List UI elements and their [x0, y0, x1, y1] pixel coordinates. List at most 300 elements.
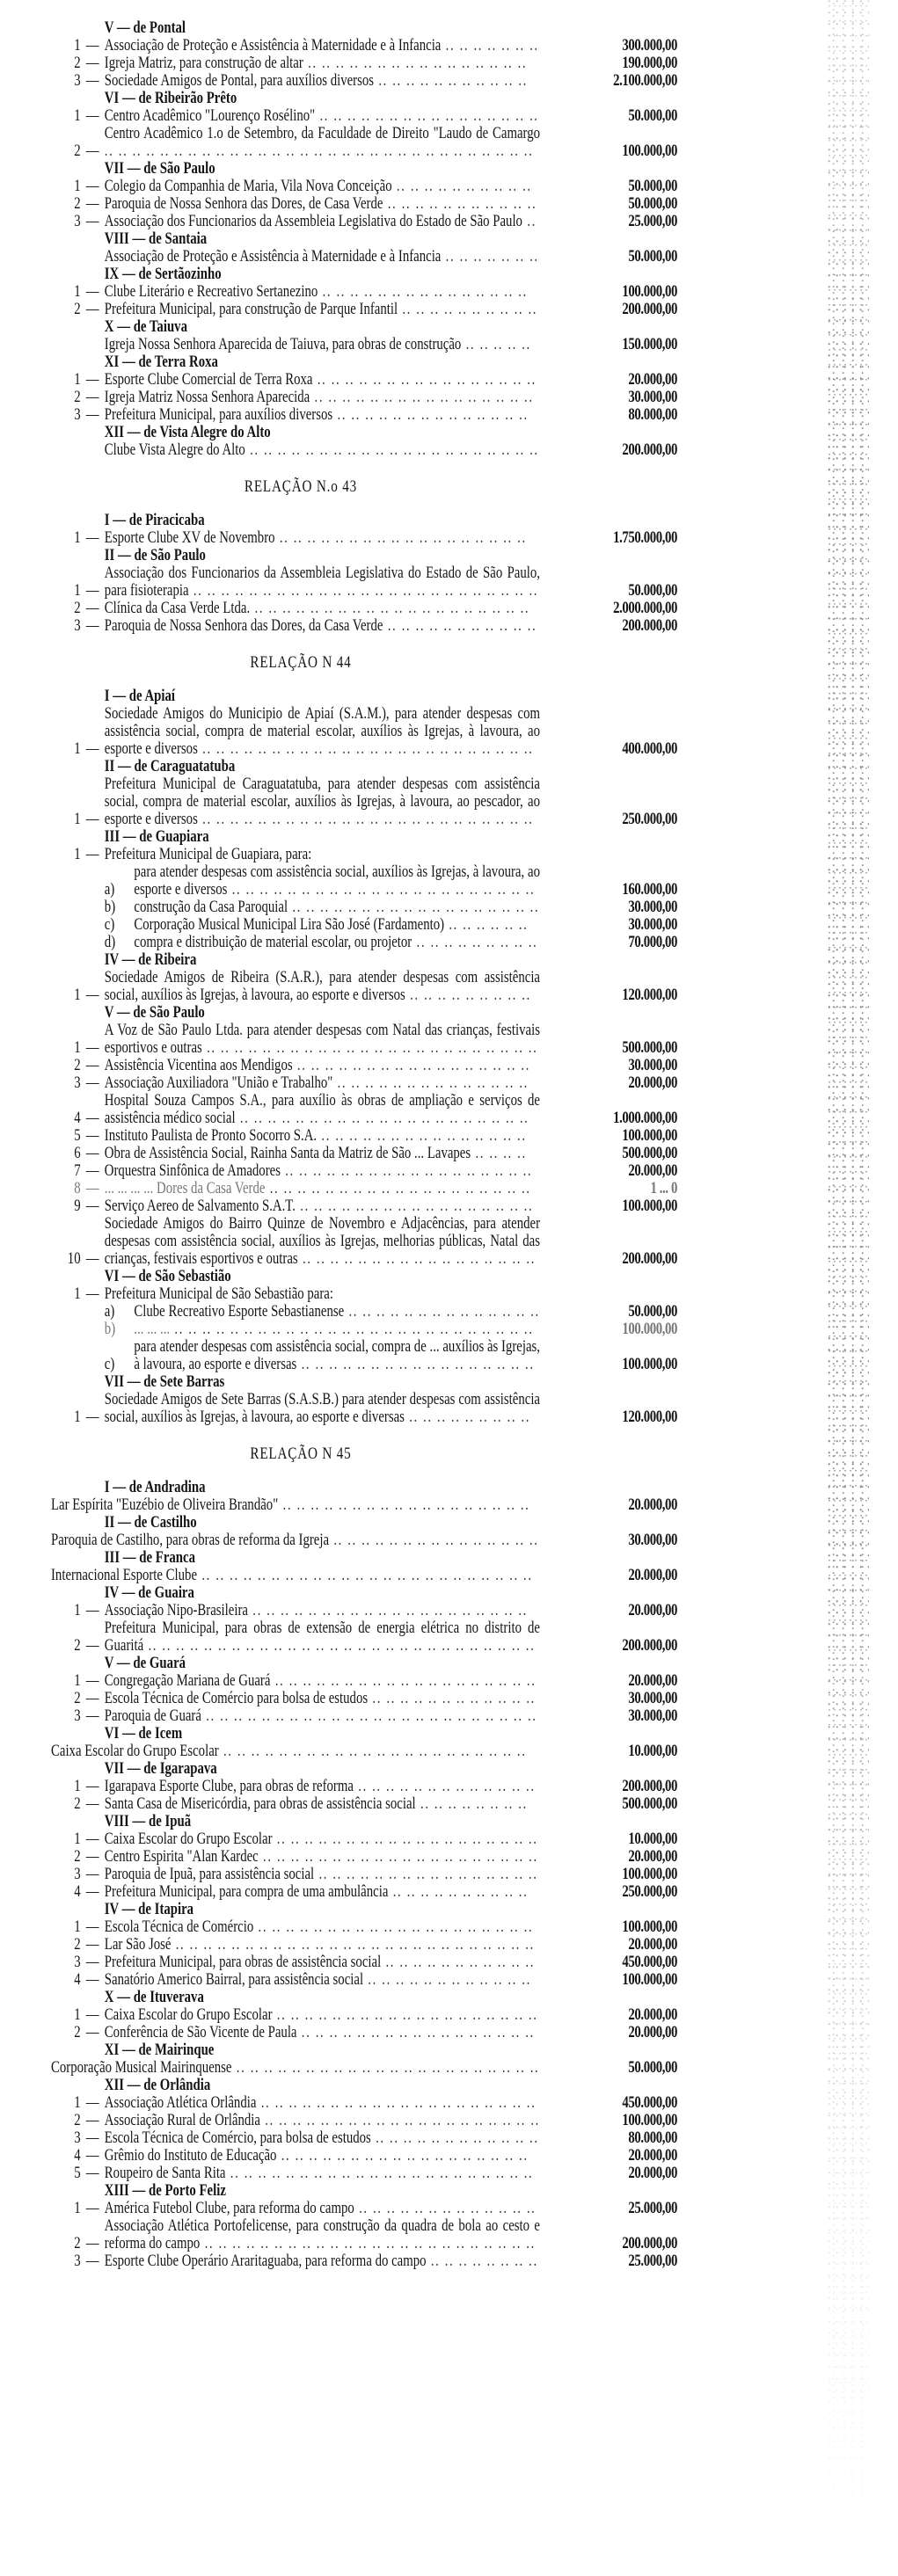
item-amount: 400.000,00 [622, 740, 677, 758]
item-dash: — [85, 2006, 99, 2024]
dot-leader: .. .. .. .. .. .. .. [441, 248, 539, 266]
item-amount: 70.000,00 [628, 934, 677, 951]
dot-leader: .. .. .. .. .. .. .. .. [426, 2252, 538, 2270]
dot-leader: .. .. .. .. .. .. .. .. .. .. .. .. .. .. .. .. .. .. [274, 529, 527, 547]
item-description: Corporação Musical Mairinquense .. .. .. .. .. .. .. .. .. .. .. .. .. .. .. .. .. .. .. .. .. .. [51, 2059, 540, 2077]
item-amount: 1.000.000,00 [613, 1110, 677, 1127]
allocation-row [51, 178, 677, 195]
item-amount: 50.000,00 [628, 195, 677, 213]
item-dash: — [85, 1672, 99, 1690]
item-number: 1 [74, 1039, 81, 1057]
allocation-row [51, 2112, 677, 2129]
section-heading [51, 828, 677, 846]
item-dash: — [85, 406, 99, 424]
item-description: Internacional Esporte Clube .. .. .. .. .. .. .. .. .. .. .. .. .. .. .. .. .. .. .. .. .. .. .. .. [51, 1567, 533, 1584]
item-amount: 200.000,00 [622, 1250, 677, 1268]
item-amount: 120.000,00 [622, 986, 677, 1004]
item-number: 1 [74, 2094, 81, 2112]
item-number: 2 [74, 301, 81, 318]
allocation-row [51, 55, 677, 72]
item-number: 2 [74, 1690, 81, 1707]
item-description: Paroquia de Nossa Senhora das Dores, de Casa Verde .. .. .. .. .. .. .. .. .. .. .. [104, 195, 537, 213]
allocation-row [51, 934, 677, 951]
item-number: 3 [74, 2252, 81, 2270]
item-amount: 20.000,00 [628, 1672, 677, 1690]
dot-leader: .. .. .. .. .. .. .. .. .. .. .. .. .. .. .. .. .. [295, 1197, 534, 1215]
item-description: Grêmio do Instituto de Educação .. .. .. .. .. .. .. .. .. .. .. .. .. .. .. .. .. .. [104, 2147, 529, 2165]
section-heading [51, 1725, 677, 1743]
item-number: 2 [74, 1057, 81, 1074]
allocation-row [51, 617, 677, 635]
item-amount: 30.000,00 [628, 1532, 677, 1549]
item-dash: — [85, 1707, 99, 1725]
item-letter: a) [104, 881, 115, 899]
section-heading-text: II — de São Paulo [104, 547, 206, 564]
dot-leader: .. .. .. .. .. .. .. .. .. [404, 1408, 531, 1426]
dot-leader: .. .. .. .. .. .. .. .. .. .. .. .. .. .. .. .. .. .. .. .. .. .. .. .. [201, 1707, 537, 1725]
item-amount: 100.000,00 [622, 1356, 677, 1373]
item-description: Sociedade Amigos do Bairro Quinze de Novembro e Adjacências, para atender despesas com assistência social, auxílios às Igrejas, melhorias públicas, Natal das crianças, festivais esportivos e outras .. .. .. .. .. .. .. .. .. .. .. .. .. .. .. .. .. [104, 1215, 541, 1268]
item-description: Associação Auxiliadora "União e Trabalho" .. .. .. .. .. .. .. .. .. .. .. .. .. .. [104, 1074, 529, 1092]
item-dash: — [85, 283, 99, 301]
item-amount: 20.000,00 [628, 1602, 677, 1619]
allocation-row [51, 1303, 677, 1321]
item-amount: 20.000,00 [628, 1496, 677, 1514]
item-dash: — [85, 1180, 99, 1197]
item-amount: 20.000,00 [628, 1936, 677, 1954]
item-dash: — [85, 1866, 99, 1883]
item-dash: — [85, 195, 99, 213]
item-amount: 80.000,00 [628, 406, 677, 424]
section-heading [51, 1813, 677, 1830]
item-amount: 10.000,00 [628, 1830, 677, 1848]
allocation-row [51, 2024, 677, 2041]
dot-leader: .. .. .. .. .. .. .. .. .. .. .. .. .. .. .. .. .. .. .. .. .. .. [227, 881, 536, 899]
section-heading [51, 1989, 677, 2006]
item-number: 1 [74, 1778, 81, 1795]
item-description: Clube Vista Alegre do Alto .. .. .. .. .. .. .. .. .. .. .. .. .. .. .. .. .. .. .. .. .. [104, 441, 539, 459]
item-description: Lar Espírita "Euzébio de Oliveira Brandão" .. .. .. .. .. .. .. .. .. .. .. .. .. .. .. .. .. .. [51, 1496, 530, 1514]
section-heading [51, 547, 677, 564]
item-amount: 500.000,00 [622, 1145, 677, 1162]
section-heading [51, 512, 677, 529]
dot-leader: .. .. .. .. .. .. .. .. .. .. .. [374, 72, 528, 90]
item-amount: 30.000,00 [628, 1690, 677, 1707]
item-description: Sociedade Amigos do Municipio de Apiaí (S.A.M.), para atender despesas com assistência social, compra de material escolar, auxílios às Igrejas, à lavoura, ao esporte e diversos .. .. .. .. .. .. .. .. .. .. .. .. .. .. .. .. .. .. .. .. .. .. .. .. [104, 705, 541, 758]
allocation-row [51, 600, 677, 617]
item-number: 10 [67, 1250, 81, 1268]
section-heading-text: XIII — de Porto Feliz [104, 2182, 226, 2200]
allocation-row [51, 389, 677, 406]
allocation-row [51, 1215, 677, 1268]
item-number: 4 [74, 1110, 81, 1127]
section-heading-text: IV — de Itapira [104, 1901, 194, 1918]
item-description: construção da Casa Paroquial .. .. .. .. .. .. .. .. .. .. .. .. .. .. .. .. .. .. [134, 899, 540, 916]
item-description: Corporação Musical Municipal Lira São José (Fardamento) .. .. .. .. .. .. [134, 916, 529, 934]
item-description: Associação Atlética Portofelicense, para construção da quadra de bola ao cesto e reforma do campo .. .. .. .. .. .. .. .. .. .. .. .. .. .. .. .. .. .. .. .. .. .. .. .. [104, 2217, 541, 2252]
item-amount: 120.000,00 [622, 1408, 677, 1426]
allocation-row [51, 213, 677, 230]
item-dash: — [85, 1971, 99, 1989]
item-number: 1 [74, 107, 81, 125]
item-number: 1 [74, 1918, 81, 1936]
item-number: 1 [74, 582, 81, 600]
item-description: Assistência Vicentina aos Mendigos .. .. .. .. .. .. .. .. .. .. .. .. .. .. .. .. .. [104, 1057, 530, 1074]
dot-leader: .. .. .. .. .. .. .. .. .. .. .. .. [368, 1690, 536, 1707]
allocation-row [51, 336, 677, 353]
item-amount: 200.000,00 [622, 617, 677, 635]
section-heading [51, 1373, 677, 1391]
allocation-row [51, 1022, 677, 1057]
dot-leader: .. .. .. .. .. .. .. .. .. .. .. .. .. .. .. .. .. .. .. .. .. .. [218, 1743, 527, 1760]
allocation-row [51, 1918, 677, 1936]
item-description: Esporte Clube Operário Araritaguaba, para reforma do campo .. .. .. .. .. .. .. .. [104, 2252, 538, 2270]
item-dash: — [85, 1795, 99, 1813]
item-dash: — [85, 1954, 99, 1971]
item-amount: 30.000,00 [628, 916, 677, 934]
relation-heading-text: RELAÇÃO N 45 [250, 1444, 352, 1463]
item-dash: — [85, 1848, 99, 1866]
item-dash: — [85, 1197, 99, 1215]
section-heading-text: I — de Andradina [104, 1479, 206, 1496]
dot-leader: .. .. .. .. .. .. .. .. .. .. .. .. .. .. .. .. .. .. .. .. .. [235, 1110, 529, 1127]
item-amount: 30.000,00 [628, 1057, 677, 1074]
allocation-row [51, 1866, 677, 1883]
item-number: 4 [74, 1883, 81, 1901]
dot-leader: .. .. .. .. .. .. .. .. .. .. .. [381, 1954, 536, 1971]
item-dash: — [85, 389, 99, 406]
section-heading-text: I — de Piracicaba [104, 512, 205, 529]
allocation-row [51, 441, 677, 459]
item-dash: — [85, 1039, 99, 1057]
item-amount: 20.000,00 [628, 371, 677, 389]
item-number: 8 [74, 1180, 81, 1197]
dot-leader: .. .. .. .. .. .. .. .. .. .. .. .. .. .. .. .. .. .. .. .. [250, 600, 530, 617]
item-description: Igarapava Esporte Clube, para obras de reforma .. .. .. .. .. .. .. .. .. .. .. .. .. [104, 1778, 536, 1795]
item-number: 1 [74, 1672, 81, 1690]
item-number: 3 [74, 213, 81, 230]
item-amount: 20.000,00 [628, 1074, 677, 1092]
item-dash: — [85, 846, 99, 863]
section-heading [51, 2077, 677, 2094]
item-amount: 200.000,00 [622, 1778, 677, 1795]
item-dash: — [85, 582, 99, 600]
section-heading [51, 353, 677, 371]
dot-leader: .. .. .. .. .. .. .. .. .. [412, 934, 538, 951]
item-description: Sociedade Amigos de Pontal, para auxílios diversos .. .. .. .. .. .. .. .. .. .. .. [104, 72, 528, 90]
allocation-row [51, 529, 677, 547]
section-heading [51, 1760, 677, 1778]
item-description: Esporte Clube Comercial de Terra Roxa .. .. .. .. .. .. .. .. .. .. .. .. .. .. .. .. [104, 371, 537, 389]
item-number: 2 [74, 195, 81, 213]
item-description: Centro Acadêmico 1.o de Setembro, da Faculdade de Direito "Laudo de Camargo .. .. .. .. .. .. .. .. .. .. .. .. .. .. .. .. .. .. .. .. .. .. .. .. .. .. .. .. .. .. .. [104, 125, 541, 160]
section-heading [51, 758, 677, 775]
dot-leader: .. .. .. .. .. [461, 336, 531, 353]
allocation-row [51, 1707, 677, 1725]
item-dash: — [85, 1602, 99, 1619]
item-description: Igreja Matriz Nossa Senhora Aparecida .. .. .. .. .. .. .. .. .. .. .. .. .. .. .. .. [104, 389, 534, 406]
item-number: 1 [74, 283, 81, 301]
item-number: 1 [74, 1602, 81, 1619]
section-heading [51, 2182, 677, 2200]
item-description: Prefeitura Municipal, para obras de extensão de energia elétrica no distrito de Guaritá .. .. .. .. .. .. .. .. .. .. .. .. .. .. .. .. .. .. .. .. .. .. .. .. .. .. .. .. [104, 1619, 541, 1655]
item-description: Prefeitura Municipal de Caraguatatuba, para atender despesas com assistência social, compra de material escolar, auxílios às Igrejas, à lavoura, ao pescador, ao esporte e diversos .. .. .. .. .. .. .. .. .. .. .. .. .. .. .. .. .. .. .. .. .. .. .. .. [104, 775, 541, 828]
item-dash: — [85, 1057, 99, 1074]
allocation-row [51, 2094, 677, 2112]
section-heading-text: III — de Guapiara [104, 828, 209, 846]
item-amount: 190.000,00 [622, 55, 677, 72]
relation-heading [51, 478, 677, 496]
item-amount: 50.000,00 [628, 248, 677, 266]
allocation-row [51, 1145, 677, 1162]
section-heading-text: VII — de Sete Barras [104, 1373, 225, 1391]
item-dash: — [85, 178, 99, 195]
item-number: 5 [74, 2165, 81, 2182]
item-description: para atender despesas com assistência social, compra de ... auxílios às Igrejas, à lavoura, ao esporte e diversas .. .. .. .. .. .. .. .. .. .. .. .. .. .. .. .. .. [134, 1338, 540, 1373]
item-description: América Futebol Clube, para reforma do campo .. .. .. .. .. .. .. .. .. .. .. .. .. [104, 2200, 537, 2217]
section-heading-text: XII — de Vista Alegre do Alto [104, 424, 271, 441]
item-dash: — [85, 55, 99, 72]
item-number: 9 [74, 1197, 81, 1215]
item-number: 2 [74, 1848, 81, 1866]
item-description: Prefeitura Municipal, para compra de uma ambulância .. .. .. .. .. .. .. .. .. .. [104, 1883, 529, 1901]
allocation-row [51, 2217, 677, 2252]
relation-heading [51, 1445, 677, 1463]
section-heading [51, 1549, 677, 1567]
relation-heading-text: RELAÇÃO N 44 [250, 653, 352, 672]
item-description: Paroquia de Nossa Senhora das Dores, da Casa Verde .. .. .. .. .. .. .. .. .. .. .. [104, 617, 537, 635]
dot-leader: .. .. .. .. .. .. .. .. .. .. .. .. .. .. .. .. .. [296, 2024, 535, 2041]
scanned-page-edge [827, 0, 869, 2576]
allocation-row [51, 2252, 677, 2270]
item-description: A Voz de São Paulo Ltda. para atender despesas com Natal das crianças, festivais esportivos e outras .. .. .. .. .. .. .. .. .. .. .. .. .. .. .. .. .. .. .. .. .. .. .. .. [104, 1022, 541, 1057]
allocation-row [51, 1338, 677, 1373]
section-heading [51, 1479, 677, 1496]
section-heading [51, 688, 677, 705]
item-dash: — [85, 37, 99, 55]
item-amount: 100.000,00 [622, 1197, 677, 1215]
item-dash: — [85, 617, 99, 635]
allocation-row [51, 1619, 677, 1655]
allocation-row [51, 1954, 677, 1971]
dot-leader: .. .. .. .. .. .. .. .. .. .. .. .. .. .. .. [318, 283, 528, 301]
item-amount: 200.000,00 [622, 441, 677, 459]
item-description: Lar São José .. .. .. .. .. .. .. .. .. .. .. .. .. .. .. .. .. .. .. .. .. .. .. .. .. .. [104, 1936, 535, 1954]
item-dash: — [85, 1936, 99, 1954]
dot-leader: .. .. .. .. .. .. .. [441, 37, 539, 55]
dot-leader: .. .. .. .. .. .. .. .. [415, 1795, 528, 1813]
item-dash: — [85, 2235, 99, 2252]
item-number: 2 [74, 2235, 81, 2252]
dot-leader: .. .. .. .. .. .. .. .. .. .. .. .. .. .. .. .. .. .. .. .. .. .. .. .. [200, 2235, 536, 2252]
item-amount: 20.000,00 [628, 2024, 677, 2041]
section-heading [51, 266, 677, 283]
dot-leader: .. .. .. .. .. .. .. .. .. .. .. .. .. .. .. .. .. .. .. .. .. .. [225, 2165, 534, 2182]
section-heading [51, 1655, 677, 1672]
item-amount: 200.000,00 [622, 2235, 677, 2252]
allocation-row [51, 846, 677, 863]
item-letter: a) [104, 1303, 115, 1321]
item-letter: b) [104, 899, 116, 916]
item-dash: — [85, 2252, 99, 2270]
item-amount: 50.000,00 [628, 2059, 677, 2077]
item-description: Sanatório Americo Bairral, para assistência social .. .. .. .. .. .. .. .. .. .. .. .. [104, 1971, 531, 1989]
section-heading-text: VII — de São Paulo [104, 160, 215, 178]
dot-leader: .. .. .. .. .. .. .. .. .. .. .. .. .. .. .. .. .. .. .. [272, 2006, 538, 2024]
allocation-row [51, 564, 677, 600]
item-dash: — [85, 2112, 99, 2129]
item-number: 1 [74, 529, 81, 547]
item-amount: 2.000.000,00 [613, 600, 677, 617]
allocation-row [51, 1057, 677, 1074]
dot-leader: .. .. .. .. .. .. .. .. .. .. .. [383, 617, 537, 635]
section-heading-text: VIII — de Santaia [104, 230, 208, 248]
item-number: 3 [74, 1707, 81, 1725]
item-description: para atender despesas com assistência social, auxílios às Igrejas, à lavoura, ao esporte e diversos .. .. .. .. .. .. .. .. .. .. .. .. .. .. .. .. .. .. .. .. .. .. [134, 863, 540, 899]
item-amount: 100.000,00 [622, 1866, 677, 1883]
item-dash: — [85, 2147, 99, 2165]
item-number: 1 [74, 1830, 81, 1848]
item-amount: 300.000,00 [622, 37, 677, 55]
item-dash: — [85, 1145, 99, 1162]
item-description: Associação de Proteção e Assistência à Maternidade e à Infancia .. .. .. .. .. .. .. [104, 37, 539, 55]
item-description: Orquestra Sinfônica de Amadores .. .. .. .. .. .. .. .. .. .. .. .. .. .. .. .. .. .. [104, 1162, 533, 1180]
item-number: 1 [74, 178, 81, 195]
dot-leader: .. .. .. .. .. .. .. .. .. .. [391, 178, 532, 195]
item-dash: — [85, 72, 99, 90]
dot-leader: .. .. .. .. .. .. .. .. .. .. .. .. .. .. .. .. .. [296, 1356, 535, 1373]
section-heading [51, 160, 677, 178]
item-number: 1 [74, 986, 81, 1004]
item-amount: 1 ... 0 [650, 1180, 677, 1197]
dot-leader: .. .. .. .. .. .. .. .. .. .. .. .. .. .. .. .. .. .. .. .. [253, 1918, 534, 1936]
section-heading [51, 318, 677, 336]
item-description: Escola Técnica de Comércio, para bolsa de estudos .. .. .. .. .. .. .. .. .. .. .. .. [104, 2129, 539, 2147]
allocation-row [51, 2200, 677, 2217]
allocation-row [51, 775, 677, 828]
item-amount: 10.000,00 [628, 1743, 677, 1760]
dot-leader: .. .. .. .. .. .. .. .. .. .. .. .. [363, 1971, 531, 1989]
section-heading-text: IV — de Guaira [104, 1584, 194, 1602]
item-description: Esporte Clube XV de Novembro .. .. .. .. .. .. .. .. .. .. .. .. .. .. .. .. .. .. [104, 529, 527, 547]
dot-leader: .. .. .. .. .. .. .. .. .. .. .. .. .. .. .. .. [303, 55, 528, 72]
dot-leader: .. [522, 213, 537, 230]
dot-leader: .. .. .. .. .. .. .. .. .. .. .. .. .. .. .. .. .. .. .. .. .. .. .. .. .. [188, 582, 539, 600]
item-description: Igreja Nossa Senhora Aparecida de Taiuva, para obras de construção .. .. .. .. .. [104, 336, 531, 353]
item-description: Associação de Proteção e Assistência à Maternidade e à Infancia .. .. .. .. .. .. .. [104, 248, 539, 266]
allocation-row [51, 2059, 677, 2077]
allocation-row [51, 1180, 677, 1197]
section-heading-text: III — de Franca [104, 1549, 195, 1567]
section-heading-text: I — de Apiaí [104, 688, 175, 705]
item-description: Clube Literário e Recreativo Sertanezino .. .. .. .. .. .. .. .. .. .. .. .. .. .. .. [104, 283, 528, 301]
item-description: Congregação Mariana de Guará .. .. .. .. .. .. .. .. .. .. .. .. .. .. .. .. .. .. .. [104, 1672, 537, 1690]
dot-leader: .. .. .. .. .. .. .. .. .. .. .. .. .. .. [332, 406, 529, 424]
dot-leader: .. .. .. .. .. .. .. .. .. [405, 986, 531, 1004]
item-description: Igreja Matriz, para construção de altar .. .. .. .. .. .. .. .. .. .. .. .. .. .. .. .. [104, 55, 528, 72]
allocation-row [51, 72, 677, 90]
item-description: Associação Rural de Orlândia .. .. .. .. .. .. .. .. .. .. .. .. .. .. .. .. .. .. .. .. [104, 2112, 540, 2129]
dot-leader: .. .. .. .. .. .. .. .. .. .. .. .. .. .. .. .. .. .. .. .. .. .. .. .. [201, 1039, 538, 1057]
section-heading-text: VII — de Igarapava [104, 1760, 217, 1778]
item-description: Centro Acadêmico "Lourenço Rosélino" .. .. .. .. .. .. .. .. .. .. .. .. .. .. .. .. [104, 107, 539, 125]
item-description: Centro Espirita "Alan Kardec .. .. .. .. .. .. .. .. .. .. .. .. .. .. .. .. .. .. .. .. [104, 1848, 538, 1866]
item-amount: 450.000,00 [622, 1954, 677, 1971]
section-heading-text: XII — de Orlândia [104, 2077, 211, 2094]
item-amount: 100.000,00 [622, 1321, 677, 1338]
dot-leader: .. .. .. .. .. .. .. .. .. .. .. .. .. .. .. .. .. .. [288, 899, 540, 916]
item-number: 2 [74, 2112, 81, 2129]
dot-leader: .. .. .. .. .. .. .. .. .. .. .. .. .. .. .. .. .. .. .. .. .. .. .. .. .. .. .. .. .. .. .. [104, 142, 534, 160]
item-description: Obra de Assistência Social, Rainha Santa da Matriz de São ... Lavapes .. .. .. .. [104, 1145, 527, 1162]
allocation-row [51, 406, 677, 424]
item-number: 2 [74, 142, 81, 160]
item-number: 1 [74, 811, 81, 828]
dot-leader: .. .. .. .. [471, 1145, 527, 1162]
item-number: 1 [74, 2006, 81, 2024]
section-heading [51, 2041, 677, 2059]
item-number: 1 [74, 2200, 81, 2217]
item-amount: 20.000,00 [628, 2147, 677, 2165]
item-amount: 250.000,00 [622, 811, 677, 828]
allocation-row [51, 1127, 677, 1145]
dot-leader: .. .. .. .. .. .. .. .. .. .. .. .. .. .. .. .. .. .. .. .. .. .. .. .. .. .. .. .. [143, 1637, 536, 1655]
item-description: Clube Recreativo Esporte Sebastianense .. .. .. .. .. .. .. .. .. .. .. .. .. .. [134, 1303, 540, 1321]
item-dash: — [85, 1918, 99, 1936]
allocation-row [51, 125, 677, 160]
allocation-row [51, 1830, 677, 1848]
dot-leader: .. .. .. .. .. .. .. .. .. .. .. .. .. .. .. [317, 1127, 527, 1145]
item-number: 7 [74, 1162, 81, 1180]
allocation-row [51, 1602, 677, 1619]
relation-heading [51, 654, 677, 672]
item-amount: 2.100.000,00 [613, 72, 677, 90]
dot-leader: .. .. .. .. .. .. .. .. .. .. .. .. .. .. .. .. .. .. .. .. .. .. .. .. .. .. [170, 1321, 534, 1338]
item-dash: — [85, 2200, 99, 2217]
item-letter: d) [104, 934, 116, 951]
section-heading [51, 1584, 677, 1602]
section-heading-text: IX — de Sertãozinho [104, 266, 222, 283]
section-heading-text: IV — de Ribeira [104, 951, 197, 969]
item-dash: — [85, 1285, 99, 1303]
item-description: ... ... ... .. .. .. .. .. .. .. .. .. .. .. .. .. .. .. .. .. .. .. .. .. .. .. .. .. .. [134, 1321, 534, 1338]
item-dash: — [85, 1883, 99, 1901]
item-description: Escola Técnica de Comércio .. .. .. .. .. .. .. .. .. .. .. .. .. .. .. .. .. .. .. .. [104, 1918, 534, 1936]
item-description: Santa Casa de Misericórdia, para obras de assistência social .. .. .. .. .. .. .. .. [104, 1795, 528, 1813]
item-amount: 20.000,00 [628, 1162, 677, 1180]
dot-leader: .. .. .. .. .. .. .. .. .. .. .. .. .. [353, 1778, 536, 1795]
allocation-row [51, 195, 677, 213]
item-description: Roupeiro de Santa Rita .. .. .. .. .. .. .. .. .. .. .. .. .. .. .. .. .. .. .. .. .. .. [104, 2165, 534, 2182]
dot-leader: .. .. .. .. .. .. .. .. .. .. .. .. .. [354, 2200, 537, 2217]
section-heading [51, 951, 677, 969]
item-amount: 100.000,00 [622, 2112, 677, 2129]
dot-leader: .. .. .. .. .. .. .. .. .. .. .. .. .. .. .. .. .. .. [280, 1162, 533, 1180]
section-heading-text: X — de Taiuva [104, 318, 187, 336]
item-amount: 80.000,00 [628, 2129, 677, 2147]
item-number: 2 [74, 1637, 81, 1655]
item-description: compra e distribuição de material escolar, ou projetor .. .. .. .. .. .. .. .. .. [134, 934, 538, 951]
item-dash: — [85, 301, 99, 318]
item-amount: 250.000,00 [622, 1883, 677, 1901]
item-amount: 25.000,00 [628, 2252, 677, 2270]
item-number: 3 [74, 1954, 81, 1971]
item-dash: — [85, 740, 99, 758]
allocation-row [51, 301, 677, 318]
allocation-row [51, 1672, 677, 1690]
section-heading-text: XI — de Terra Roxa [104, 353, 218, 371]
item-description: Instituto Paulista de Pronto Socorro S.A. .. .. .. .. .. .. .. .. .. .. .. .. .. .. .. [104, 1127, 527, 1145]
